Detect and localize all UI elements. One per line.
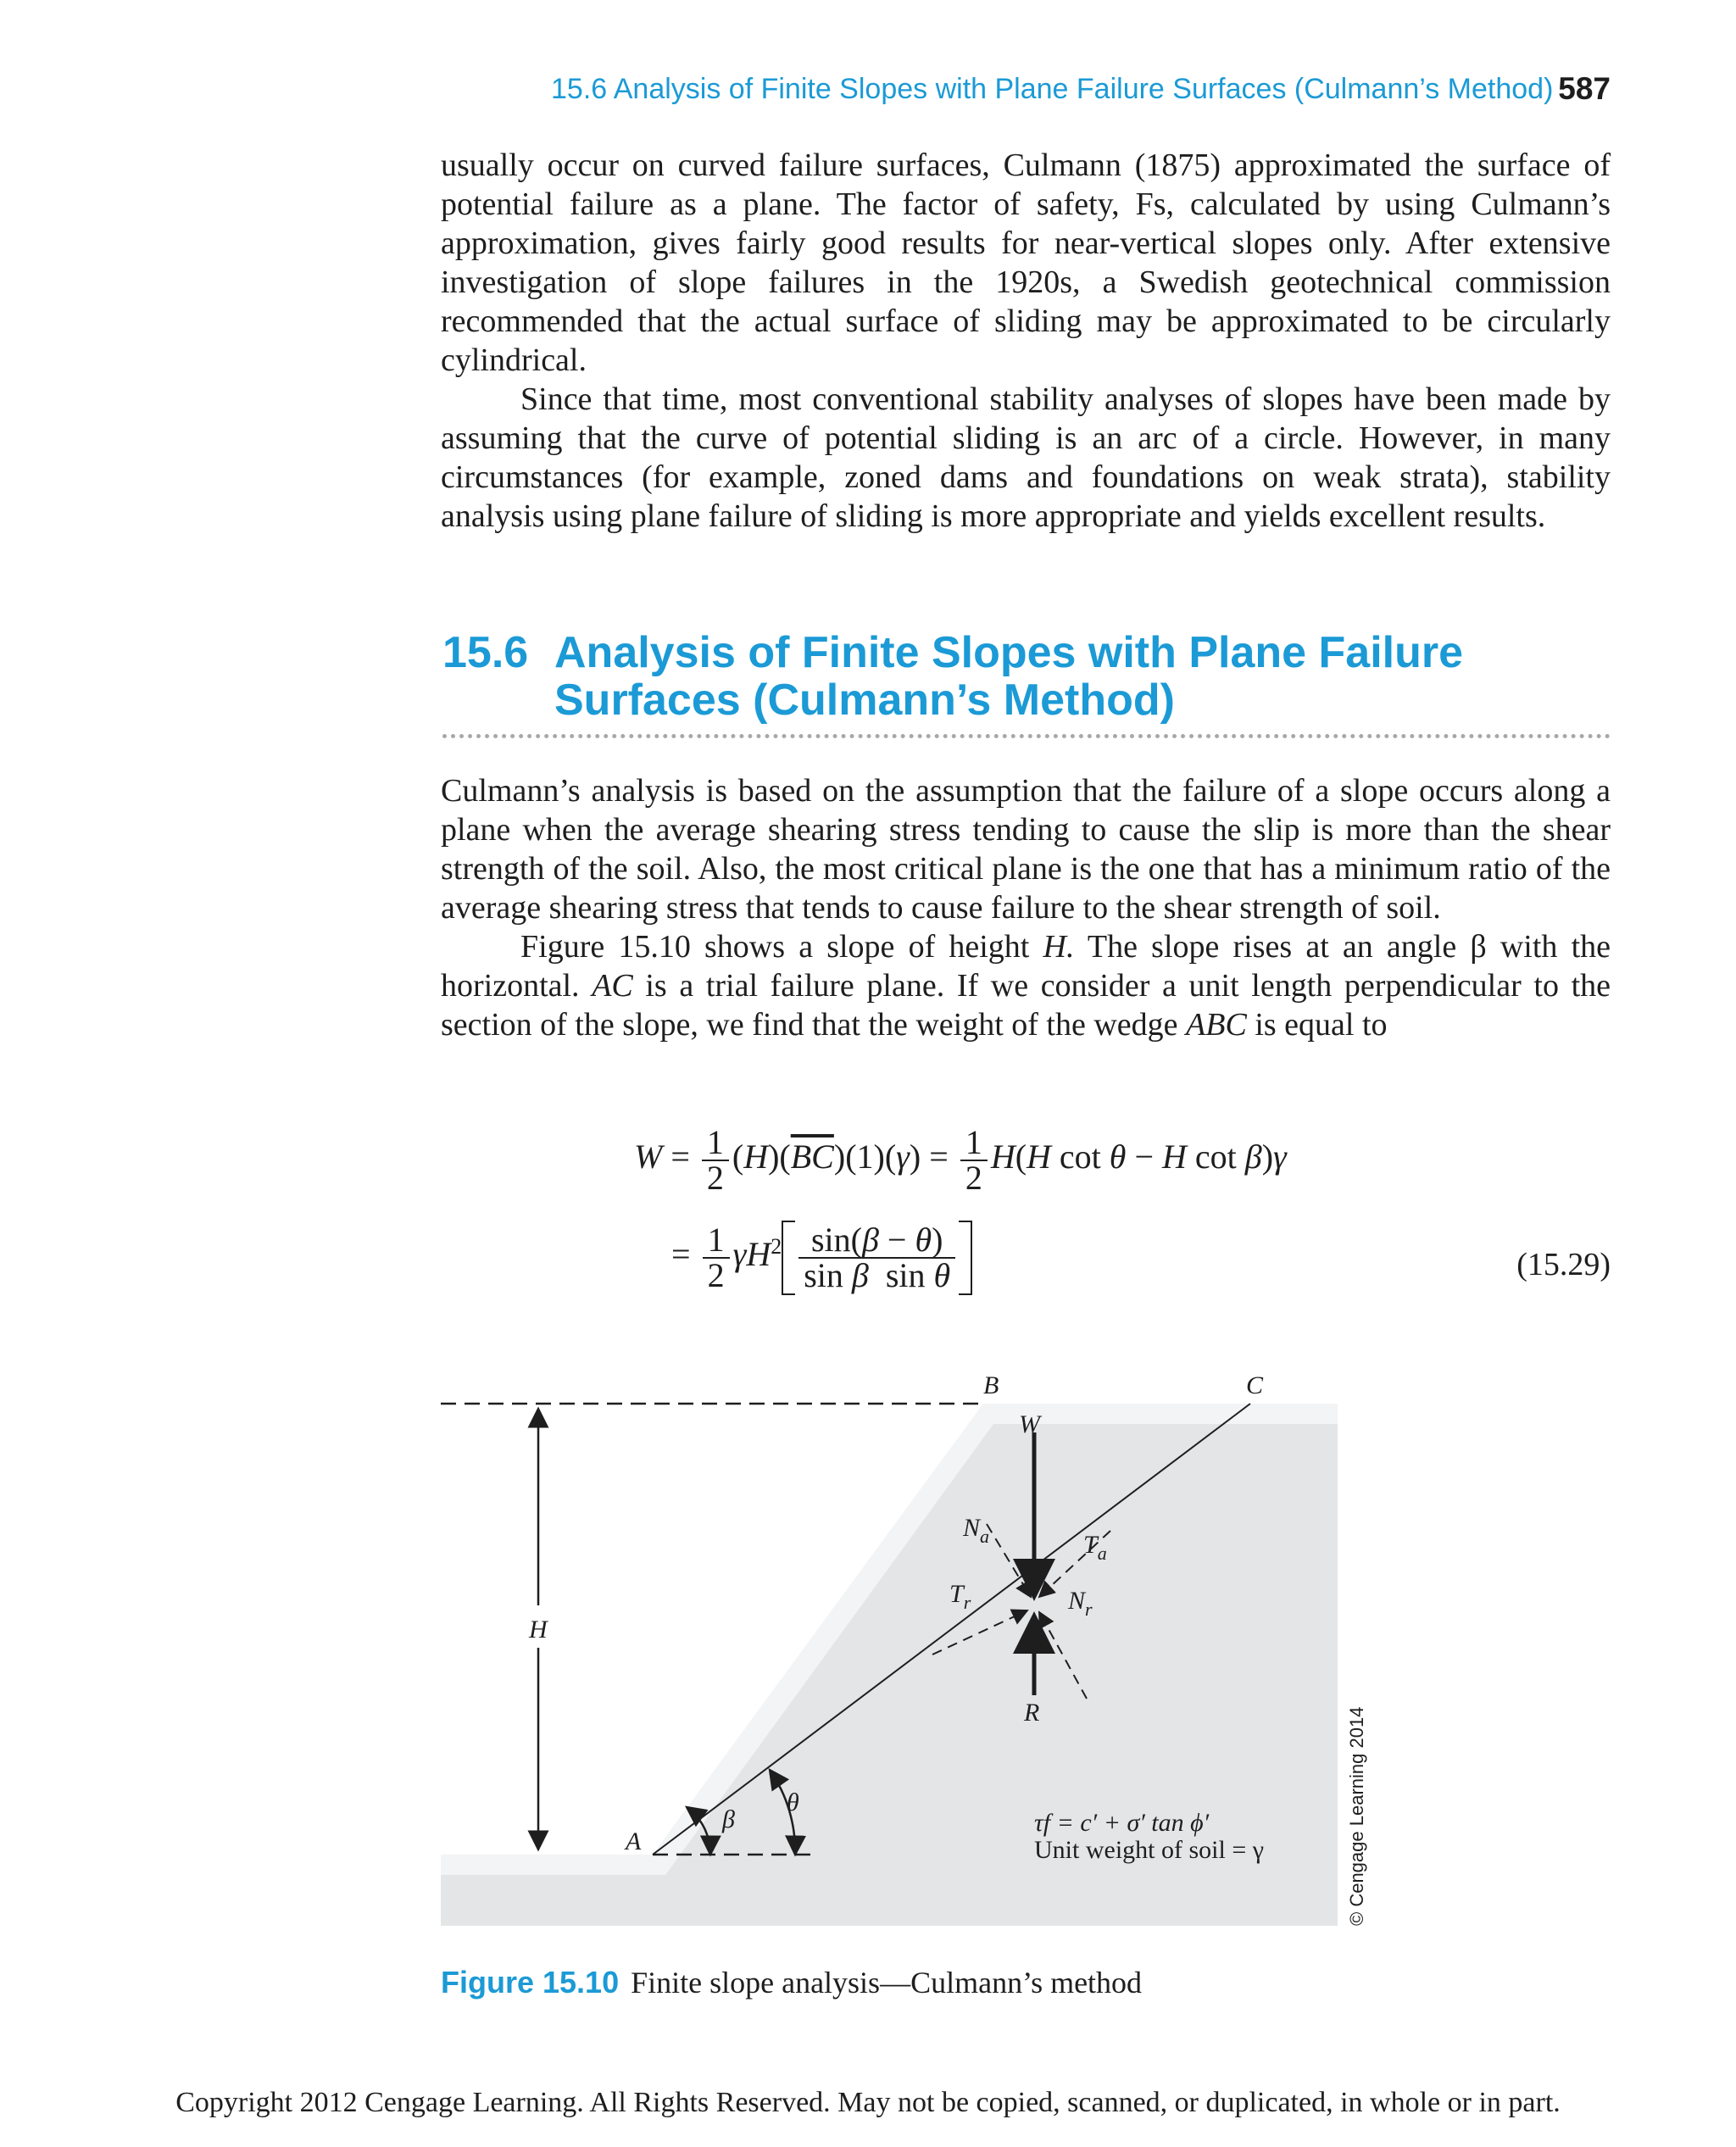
- label-beta: β: [722, 1805, 735, 1833]
- label-Nr: $N_r$: [1068, 1587, 1093, 1620]
- running-head-title: 15.6 Analysis of Finite Slopes with Plane Failure Surfaces (Culmann’s Method): [551, 73, 1554, 105]
- equation-line-2: = $\frac{1}{2}$ $\gamma H^2$ $\frac{\sin(\beta - \theta)}{\text{sin β sin θ}}$: [671, 1221, 972, 1295]
- figure-credit: © Cengage Learning 2014: [1346, 1706, 1367, 1926]
- shear-strength-equation: τf = c′ + σ′ tan ϕ′: [1034, 1809, 1210, 1837]
- unit-weight-label: Unit weight of soil = γ: [1034, 1836, 1264, 1864]
- equation-line-1: W = $\frac{1}{2}$ $(H)(\overline{BC})(1)(\gamma)$ = $\frac{1}{2}$ H(H cot θ − H cot β)γ: [634, 1123, 1287, 1197]
- equation-number: (15.29): [1516, 1247, 1611, 1282]
- section-title-line-1: Analysis of Finite Slopes with Plane Failure: [554, 628, 1464, 677]
- body-paragraph-1: Culmann’s analysis is based on the assumption that the failure of a slope occurs along a plane when the average shearing stress tending to cause the slip is more than the shear strength of the soil. Also, the most critical plane is the one that has a minimum ratio of the average shearing stress that tends to cause failure to the shear strength of soil.: [441, 773, 1611, 926]
- label-H: H: [529, 1616, 548, 1644]
- caption-label: Figure 15.10: [441, 1965, 620, 2000]
- intro-paragraph-1: usually occur on curved failure surfaces, Culmann (1875) approximated the surface of potential failure as a plane. The factor of safety, Fs, calculated by using Culmann’s approximation, gives fairly good results for near-vertical slopes only. After extensive investigation of slope failures in the 1920s, a Swedish geotechnical commission recommended that the actual surface of sliding may be approximated to be circularly cylindrical.: [441, 147, 1611, 378]
- label-Ta: $T_a$: [1083, 1531, 1107, 1564]
- label-Na: $N_a$: [963, 1514, 990, 1547]
- label-W: W: [1019, 1410, 1040, 1438]
- figure-caption: [441, 1965, 1142, 2000]
- section-divider: [442, 734, 1611, 738]
- label-Tr: $T_r$: [949, 1580, 971, 1613]
- intro-text: [441, 146, 1611, 536]
- label-theta: θ: [787, 1788, 799, 1816]
- label-A: A: [626, 1827, 642, 1855]
- page-number: 587: [1558, 71, 1611, 106]
- body-paragraph-2: Figure 15.10 shows a slope of height H. The slope rises at an angle β with the horizontal. AC is a trial failure plane. If we consider a unit length perpendicular to the section of the slope, we find that the weight of the wedge ABC is equal to: [441, 929, 1611, 1043]
- section-body-text: [441, 771, 1611, 1044]
- caption-text: Finite slope analysis—Culmann’s method: [631, 1966, 1143, 2000]
- label-B: B: [983, 1371, 999, 1399]
- copyright-footer: Copyright 2012 Cengage Learning. All Rights Reserved. May not be copied, scanned, or duplicated, in whole or in part.: [175, 2087, 1561, 2118]
- label-C: C: [1246, 1371, 1264, 1399]
- intro-paragraph-2: Since that time, most conventional stability analyses of slopes have been made by assuming that the curve of potential sliding is an arc of a circle. However, in many circumstances (for example, zoned dams and foundations on weak strata), stability analysis using plane failure of sliding is more appropriate and yields excellent results.: [441, 381, 1611, 534]
- section-heading: [442, 629, 1463, 724]
- running-head: [551, 73, 1611, 106]
- section-number: 15.6: [442, 628, 529, 677]
- label-R: R: [1024, 1699, 1040, 1727]
- slope-figure: [424, 1356, 1373, 1950]
- section-title-line-2: Surfaces (Culmann’s Method): [554, 676, 1175, 725]
